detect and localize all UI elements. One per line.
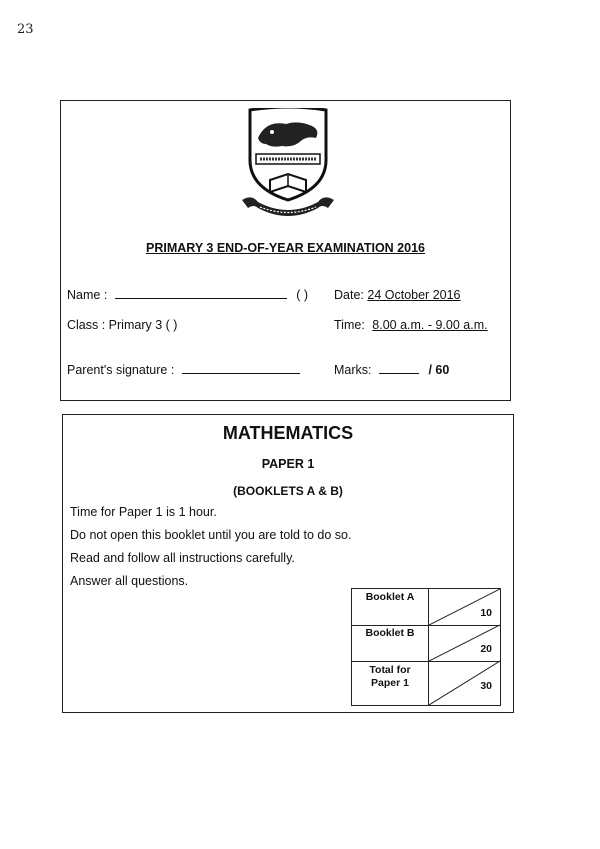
signature-row bbox=[67, 363, 300, 377]
paper-title: PAPER 1 bbox=[261, 457, 315, 471]
name-blank[interactable] bbox=[115, 298, 287, 299]
name-label: Name : bbox=[67, 288, 108, 302]
total-max: 30 bbox=[480, 680, 492, 692]
date-label: Date: bbox=[334, 288, 364, 302]
time-label: Time: bbox=[334, 318, 365, 332]
signature-blank[interactable] bbox=[182, 373, 300, 374]
booklet-b-max: 20 bbox=[480, 643, 492, 655]
instruction-do-not-open: Do not open this booklet until you are told to do so. bbox=[70, 528, 352, 542]
marks-blank[interactable] bbox=[379, 373, 419, 374]
marks-table bbox=[351, 588, 501, 706]
paper-cover bbox=[62, 414, 514, 713]
date-value: 24 October 2016 bbox=[367, 288, 461, 302]
total-label-line1: Total for bbox=[369, 664, 411, 676]
booklets-subtitle: (BOOKLETS A & B) bbox=[233, 484, 343, 498]
signature-label: Parent's signature : bbox=[67, 363, 175, 377]
time-value: 8.00 a.m. - 9.00 a.m. bbox=[372, 318, 488, 332]
date-row bbox=[334, 288, 461, 302]
instruction-answer-all: Answer all questions. bbox=[70, 574, 189, 588]
marks-total: / 60 bbox=[428, 363, 450, 377]
instruction-read-follow: Read and follow all instructions carefully. bbox=[70, 551, 295, 565]
instruction-time: Time for Paper 1 is 1 hour. bbox=[70, 505, 217, 519]
marks-label: Marks: bbox=[334, 363, 372, 377]
total-label-line2: Paper 1 bbox=[371, 677, 409, 689]
booklet-a-max: 10 bbox=[480, 607, 492, 619]
school-crest-logo bbox=[242, 108, 334, 218]
exam-header bbox=[60, 100, 511, 401]
subject-title: MATHEMATICS bbox=[222, 423, 354, 443]
time-row bbox=[334, 318, 488, 332]
page-number: 23 bbox=[17, 22, 34, 37]
class-label: Class : Primary 3 ( ) bbox=[67, 318, 178, 332]
register-number-blank[interactable]: ( ) bbox=[296, 288, 309, 302]
booklet-a-label: Booklet A bbox=[365, 591, 415, 603]
booklet-b-label: Booklet B bbox=[365, 627, 415, 639]
name-row bbox=[67, 288, 308, 302]
exam-title: PRIMARY 3 END-OF-YEAR EXAMINATION 2016 bbox=[146, 241, 425, 255]
marks-row bbox=[334, 363, 449, 377]
